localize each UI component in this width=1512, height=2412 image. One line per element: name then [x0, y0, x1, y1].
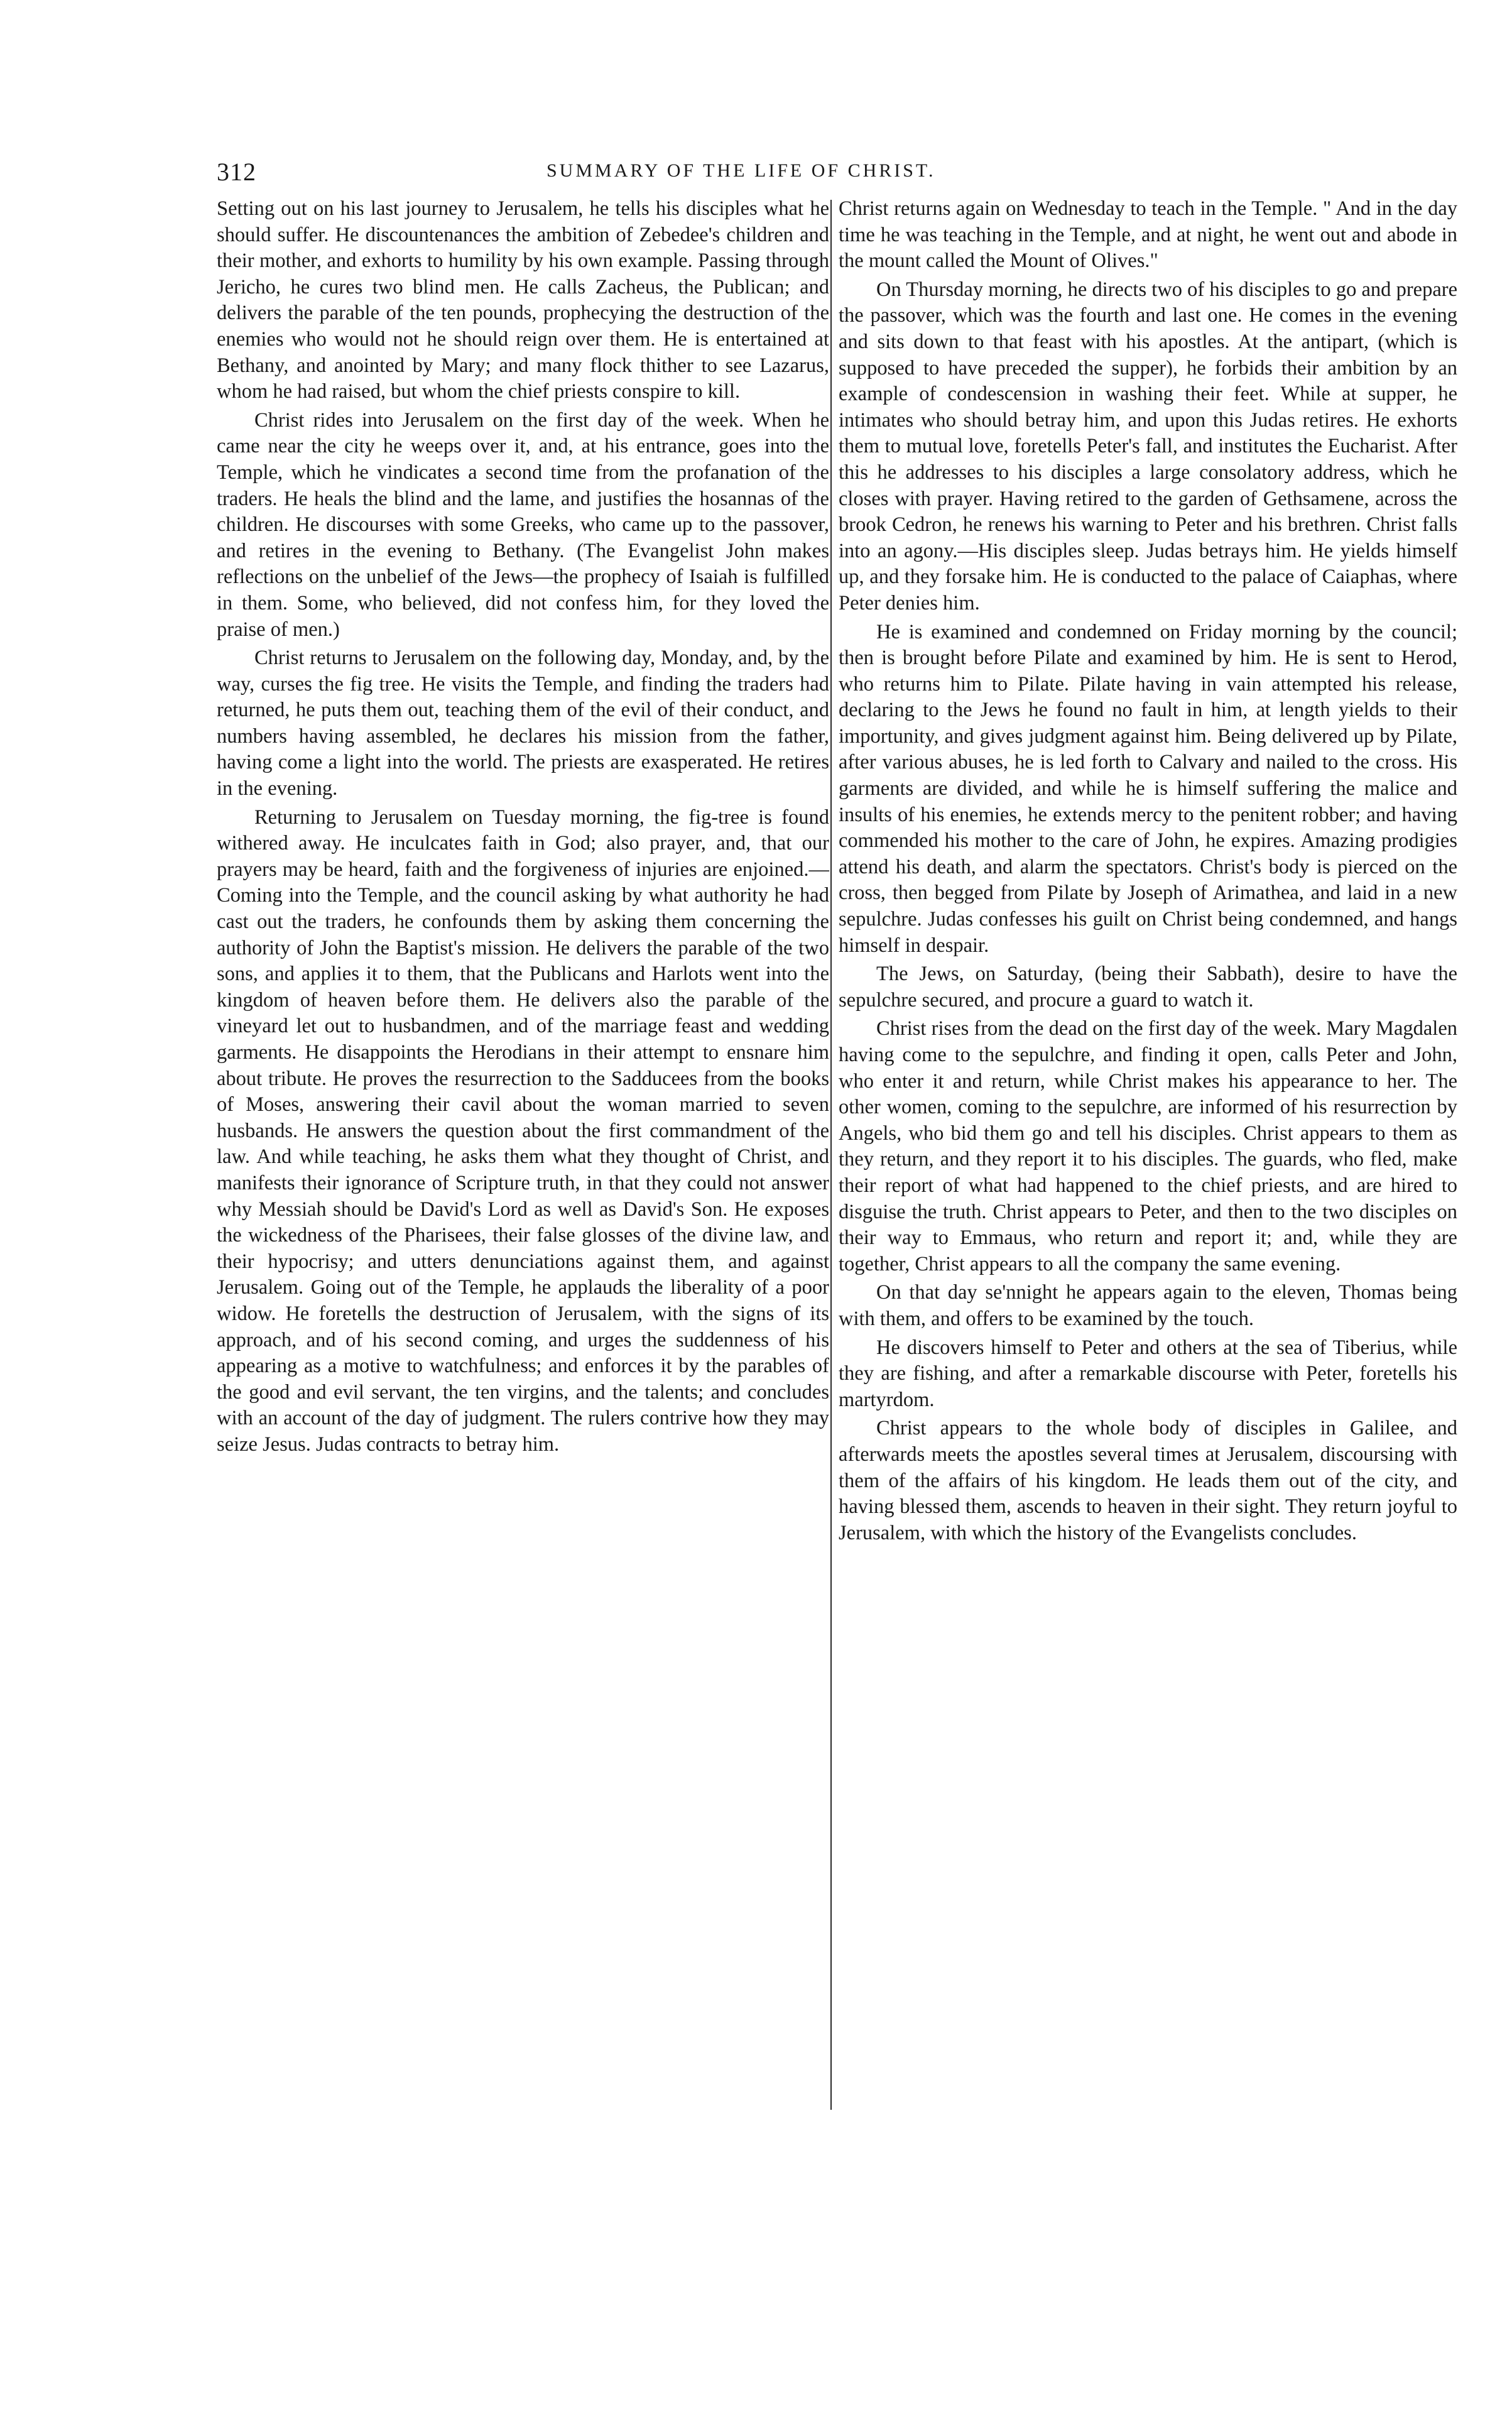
paragraph: He is examined and condemned on Friday morning by the council; then is brought before Pilate and examined by him. He is sent to Herod, who returns him to Pilate. Pilate having in vain attempted his release, declaring to the Jews he found no fault in him, at length yields to their importunity, and gives judgment against him. Being delivered up by Pilate, after various abuses, he is led forth to Calvary and nailed to the cross. His garments are divided, and while he is himself suffering the malice and insults of his enemies, he extends mercy to the penitent robber; and having commended his mother to the care of John, he expires. Amazing prodigies attend his death, and alarm the spectators. Christ's body is pierced on the cross, then begged from Pilate by Joseph of Arimathea, and laid in a new sepulchre. Judas confesses his guilt on Christ being condemned, and hangs himself in despair.	[839, 620, 1457, 957]
right-column	[839, 196, 1457, 1549]
paragraph: On Thursday morning, he directs two of his disciples to go and prepare the passover, which was the fourth and last one. He comes in the evening and sits down to that feast with his apostles. At the antipart, (which is supposed to have preceded the supper), he forbids their ambition by an example of condescension in washing their feet. While at supper, he intimates who should betray him, and upon this Judas retires. He exhorts them to mutual love, foretells Peter's fall, and institutes the Eucharist. After this he addresses to his disciples a large consolatory address, which he closes with prayer. Having retired to the garden of Gethsamene, across the brook Cedron, he renews his warning to Peter and his brethren. Christ falls into an agony.—His disciples sleep. Judas betrays him. He yields himself up, and they forsake him. He is conducted to the palace of Caiaphas, where Peter denies him.	[839, 278, 1457, 614]
paragraph: Setting out on his last journey to Jerusalem, he tells his disciples what he should suffer. He discountenances the ambition of Zebedee's children and their mother, and exhorts to humility by his own example. Passing through Jericho, he cures two blind men. He calls Zacheus, the Publican; and delivers the parable of the ten pounds, prophecying the destruction of the enemies who would not he should reign over them. He is entertained at Bethany, and anointed by Mary; and many flock thither to see Lazarus, whom he had raised, but whom the chief priests conspire to kill.	[217, 197, 829, 403]
left-column	[217, 196, 829, 1461]
paragraph: Christ returns to Jerusalem on the following day, Monday, and, by the way, curses the fig tree. He visits the Temple, and finding the traders had returned, he puts them out, teaching them of the evil of their conduct, and numbers having assembled, he declares his mission from the father, having come a light into the world. The priests are exasperated. He retires in the evening.	[217, 647, 829, 800]
paragraph: Christ appears to the whole body of disciples in Galilee, and afterwards meets the apostles several times at Jerusalem, discoursing with them of the affairs of his kingdom. He leads them out of the city, and having blessed them, ascends to heaven in their sight. They return joyful to Jerusalem, with which the history of the Evangelists concludes.	[839, 1417, 1457, 1544]
page-number: 312	[217, 158, 256, 186]
paragraph: Christ rises from the dead on the first day of the week. Mary Magdalen having come to the sepulchre, and finding it open, calls Peter and John, who enter it and return, while Christ makes his appearance to her. The other women, coming to the sepulchre, are informed of his resurrection by Angels, who bid them go and tell his disciples. Christ appears to them as they return, and they report it to his disciples. The guards, who fled, make their report of what had happened to the chief priests, and are hired to disguise the truth. Christ appears to Peter, and then to the two disciples on their way to Emmaus, who return and report it; and, while they are together, Christ appears to all the company the same evening.	[839, 1017, 1457, 1275]
running-title: SUMMARY OF THE LIFE OF CHRIST.	[547, 160, 936, 181]
paragraph: Christ rides into Jerusalem on the first day of the week. When he came near the city he weeps over it, and, at his entrance, goes into the Temple, which he vindicates a second time from the profanation of the traders. He heals the blind and the lame, and justifies the hosannas of the children. He discourses with some Greeks, who came up to the passover, and retires in the evening to Bethany. (The Evangelist John makes reflections on the unbelief of the Jews—the prophecy of Isaiah is fulfilled in them. Some, who believed, did not confess him, for they loved the praise of men.)	[217, 408, 829, 641]
paragraph: The Jews, on Saturday, (being their Sabbath), desire to have the sepulchre secured, and procure a guard to watch it.	[839, 963, 1457, 1012]
paragraph: Returning to Jerusalem on Tuesday morning, the fig-tree is found withered away. He inculcates faith in God; also prayer, and, that our prayers may be heard, faith and the forgiveness of injuries are enjoined.—Coming into the Temple, and the council asking by what authority he had cast out the traders, he confounds them by asking them concerning the authority of John the Baptist's mission. He delivers the parable of the two sons, and applies it to them, that the Publicans and Harlots went into the kingdom of heaven before them. He delivers also the parable of the vineyard let out to husbandmen, and of the marriage feast and wedding garments. He disappoints the Herodians in their attempt to ensnare him about tribute. He proves the resurrection to the Sadducees from the books of Moses, answering their cavil about the woman married to seven husbands. He answers the question about the first commandment of the law. And while teaching, he asks them what they thought of Christ, and manifests their ignorance of Scripture truth, in that they could not answer why Messiah should be David's Lord as well as David's Son. He exposes the wickedness of the Pharisees, their false glosses of the divine law, and their hypocrisy; and utters denunciations against them, and against Jerusalem. Going out of the Temple, he applauds the liberality of a poor widow. He foretells the destruction of Jerusalem, with the signs of its approach, and of his second coming, and urges the suddenness of his appearing as a motive to watchfulness; and enforces it by the parables of the good and evil servant, the ten virgins, and the talents; and concludes with an account of the day of judgment. The rulers contrive how they may seize Jesus. Judas contracts to betray him.	[217, 805, 829, 1456]
column-divider	[830, 200, 832, 2110]
paragraph: Christ returns again on Wednesday to teach in the Temple. " And in the day time he was teaching in the Temple, and at night, he went out and abode in the mount called the Mount of Olives."	[839, 197, 1457, 273]
paragraph: On that day se'nnight he appears again to the eleven, Thomas being with them, and offers to be examined by the touch.	[839, 1281, 1457, 1330]
paragraph: He discovers himself to Peter and others at the sea of Tiberius, while they are fishing, and after a remarkable discourse with Peter, foretells his martyrdom.	[839, 1336, 1457, 1411]
